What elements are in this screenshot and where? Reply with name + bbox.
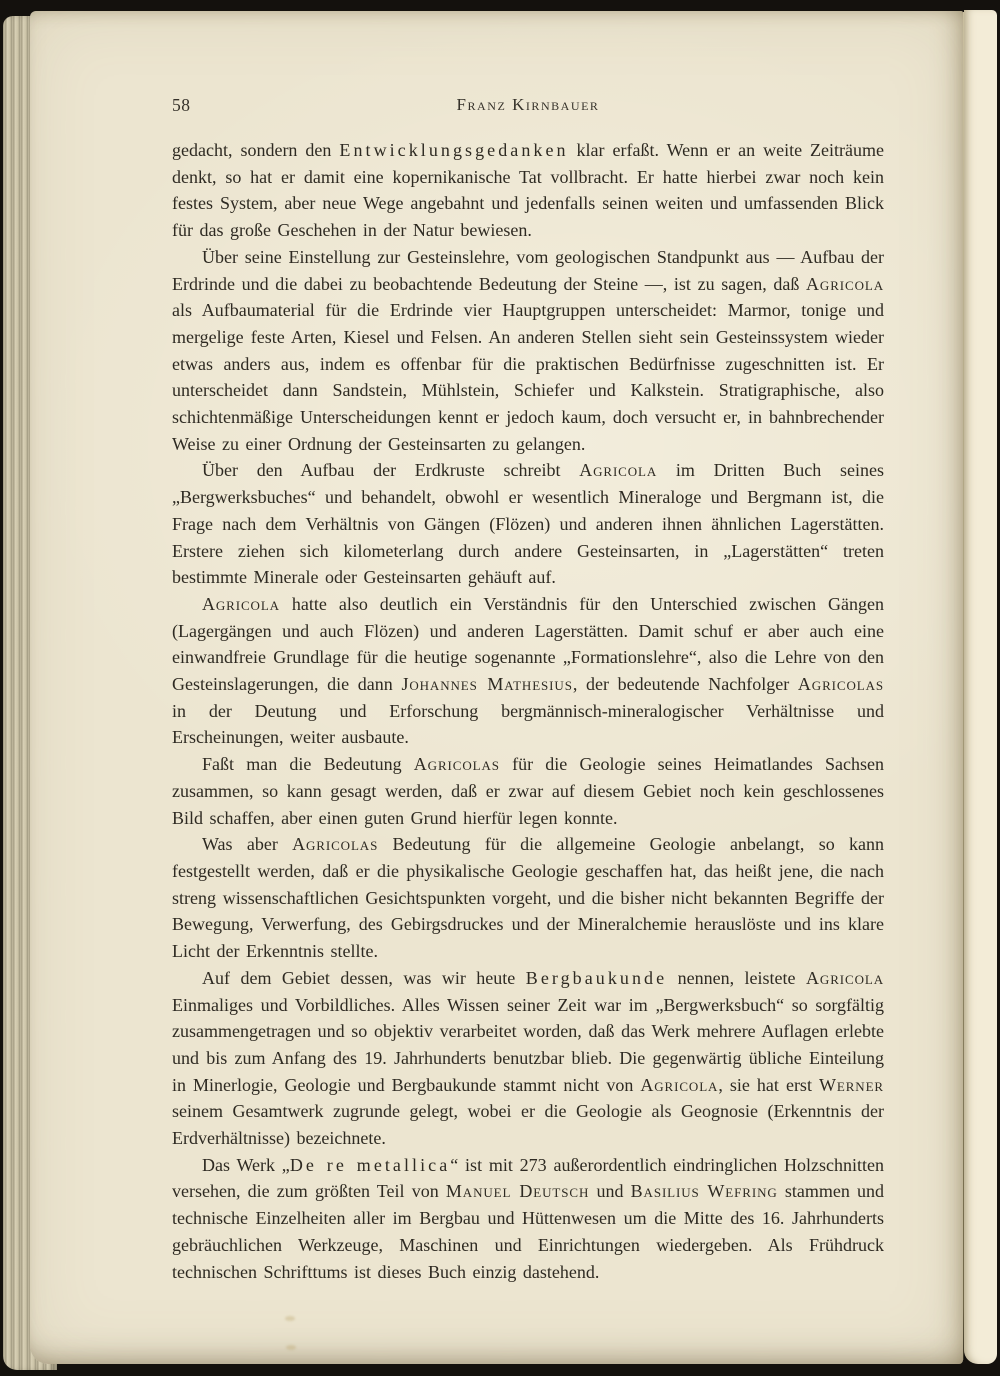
text-block	[172, 137, 884, 1285]
text-run-smallcaps: Agricola	[806, 273, 884, 294]
text-run: für die Geologie seines Heimatlandes Sachsen zusammen, so kann gesagt werden, daß er zwar auf diesem Gebiet noch kein geschlossenes Bild schaffen, aber einen guten Grund hierfür legen konnte.	[172, 754, 884, 828]
text-run: Das Werk „	[202, 1154, 290, 1175]
paragraph	[172, 751, 884, 831]
text-run-smallcaps: Agricolas	[292, 834, 379, 855]
paragraph	[172, 591, 884, 751]
text-run: Auf dem Gebiet dessen, was wir heute	[202, 967, 526, 988]
text-run-smallcaps: Manuel Deutsch	[445, 1181, 590, 1202]
book-page	[30, 11, 963, 1364]
text-run-smallcaps: Agricola	[806, 967, 884, 988]
text-run: im Dritten Buch seines „Bergwerksbuches“ und behandelt, obwohl er wesentlich Mineraloge und Bergmann ist, die Frage nach dem Verhältnis von Gängen (Flözen) und anderen ihnen ähnlichen Lagerstätten. Erstere ziehen sich kilometerlang durch andere Gesteinsarten, in „Lagerstätten“ treten bestimmte Minerale oder Gesteinsarten gehäuft auf.	[172, 460, 884, 588]
text-run: “ ist mit 273 außerordentlich eindringlichen Holzschnitten versehen, die zum größten Teil von	[172, 1154, 884, 1202]
text-run: stammen und technische Einzelheiten aller im Bergbau und Hüttenwesen um die Mitte des 16. Jahrhunderts gebräuchlichen Werkzeuge, Maschinen und Einrichtungen wiedergeben. Als Frühdruck technischen Schrifttums ist dieses Buch einzig dastehend.	[172, 1181, 884, 1282]
paragraph	[172, 244, 884, 458]
text-run-smallcaps: Werner	[818, 1074, 884, 1095]
text-run-spaced: Bergbaukunde	[525, 967, 668, 988]
paragraph	[172, 831, 884, 965]
text-run: und	[589, 1181, 631, 1202]
paragraph	[172, 457, 884, 591]
text-run: , der bedeutende Nachfolger	[572, 674, 798, 695]
print-through-smudge	[285, 1316, 295, 1321]
text-run: Bedeutung für die allgemeine Geologie anbelangt, so kann festgestellt werden, daß er die physikalische Geologie geschaffen hat, das heißt jene, die nach streng wissenschaftlichen Gesichtspunkten vorgeht, und die bisher nicht bekannten Begriffe der Bewegung, Verwerfung, des Gebirgsdruckes und der Mineralchemie herauslöste und ins klare Licht der Erkenntnis stellte.	[172, 834, 885, 962]
text-run: , sie hat erst	[718, 1074, 819, 1095]
text-run-spaced: De re metallica	[289, 1154, 451, 1175]
page-number: 58	[172, 95, 191, 115]
text-run-smallcaps: Johannes Mathesius	[401, 674, 573, 695]
text-run: klar erfaßt. Wenn er an weite Zeiträume denkt, so hat er damit eine kopernikanische Tat vollbracht. Er hatte hierbei zwar noch kein festes System, aber neue Wege angebahnt und jedenfalls seinen weiten und umfassenden Blick für das große Geschehen in der Natur bewiesen.	[172, 140, 884, 241]
text-run: Einmaliges und Vorbildliches. Alles Wissen seiner Zeit war im „Bergwerksbuch“ so sorgfältig zusammengetragen und so objektiv verarbeitet worden, daß das Werk mehrere Auflagen erlebte und bis zum Anfang des 19. Jahrhunderts benutzbar blieb. Die gegenwärtig übliche Einteilung in Minerlogie, Geologie und Bergbaukunde stammt nicht von	[172, 994, 884, 1095]
text-run: Faßt man die Bedeutung	[202, 754, 414, 775]
text-run: nennen, leistete	[667, 967, 807, 988]
text-run-smallcaps: Agricola	[640, 1074, 719, 1095]
paragraph	[172, 137, 884, 244]
text-run: Über den Aufbau der Erdkruste schreibt	[202, 460, 580, 481]
text-run: in der Deutung und Erforschung bergmännisch-mineralogischer Verhältnisse und Erscheinungen, weiter ausbaute.	[172, 700, 884, 748]
text-run: Was aber	[202, 834, 293, 855]
text-run: als Aufbaumaterial für die Erdrinde vier Hauptgruppen unterscheidet: Marmor, tonige und mergelige feste Arten, Kiesel und Felsen. An anderen Stellen sieht sein Gesteinssystem wieder etwas anders aus, indem es offenbar für die praktischen Bedürfnisse zugeschnitten ist. Er unterscheidet dann Sandstein, Mühlstein, Schiefer und Kalkstein. Stratigraphische, also schichtenmäßige Unterscheidungen kennt er jedoch kaum, doch versucht er, in bahnbrechender Weise zu einer Ordnung der Gesteinsarten zu gelangen.	[172, 300, 884, 454]
text-run: hatte also deutlich ein Verständnis für den Unterschied zwischen Gängen (Lagergängen und auch Flözen) und anderen Lagerstätten. Damit schuf er aber auch eine einwandfreie Grundlage für die heutige sogenannte „Formationslehre“, also die Lehre von den Gesteinslagerungen, die dann	[172, 593, 884, 695]
paragraph	[172, 1152, 884, 1286]
text-run-smallcaps: Agricola	[579, 460, 658, 481]
text-run-smallcaps: Basilius Wefring	[630, 1181, 778, 1202]
text-run-smallcaps: Agricolas	[413, 754, 500, 775]
paragraph	[172, 965, 884, 1152]
text-run: seinem Gesamtwerk zugrunde gelegt, wobei er die Geologie als Geognosie (Erkenntnis der Erdverhältnisse) bezeichnete.	[172, 1101, 884, 1149]
text-run-smallcaps: Agricolas	[797, 674, 884, 695]
text-run: gedacht, sondern den	[172, 140, 340, 160]
text-run-spaced: Entwicklungsgedanken	[339, 140, 569, 160]
text-run: Über seine Einstellung zur Gesteinslehre, vom geologischen Standpunkt aus — Aufbau der Erdrinde und die dabei zu beobachtende Bedeutung der Steine —, ist zu sagen, daß	[172, 246, 884, 294]
facing-page-edge	[964, 10, 997, 1364]
running-head: Franz Kirnbauer	[456, 95, 600, 114]
text-run-smallcaps: Agricola	[202, 593, 280, 614]
print-through-smudge	[286, 1345, 296, 1350]
